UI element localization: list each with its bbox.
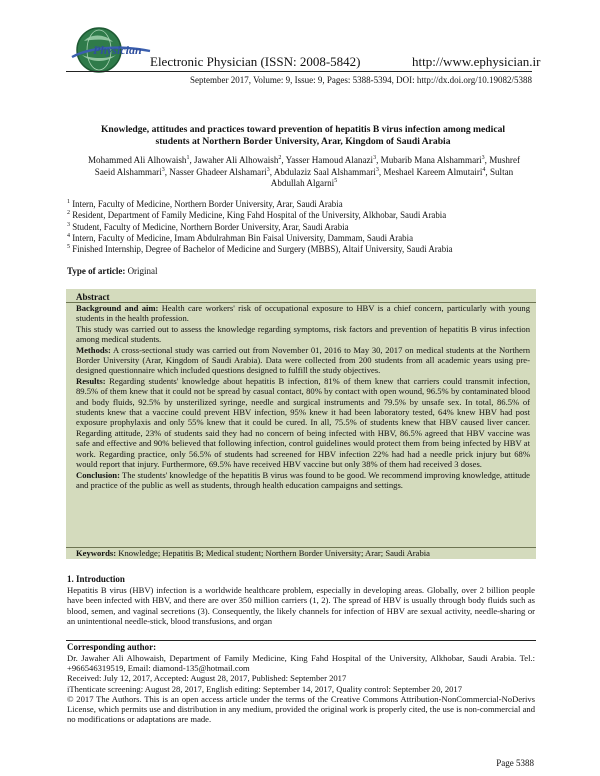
header-divider [66, 71, 532, 72]
author: Jawaher Ali Alhowaish$^2$, [194, 154, 286, 165]
abstract-results: Results: Regarding students' knowledge about hepatitis B infection, 81% of them knew that carriers could transmit infection, 89.5% of them knew that it could not be spread by casual contact, 80% by contact with open wound, 96.5% by contaminated blood and body fluids, 92.5% by unsterilized syringe, needle and surgical instruments and 79.5% by unsafe sex. In total, 86.5% of students knew that a vaccine could prevent HBV infection, 95% knew it had been laboratory tested, 64% knew HBV had post exposure prophylaxis and only 55% knew that it could be cured. In all, 75.5% of students knew that HBV caused liver cancer. Regarding attitude, 23% of students said they had no concern of being infected with HBV, 86.5% agreed that HBV vaccine was safe and effective and 90% believed that following infection, control guidelines would protect them from being infected by HBV at work. Regarding practice, only 56.5% of students had screened for HBV infection 22% had had a needle prick injury but 68% would report that injury. Furthermore, 69.5% have received HBV vaccine but only 38% of them had received 3 doses. [76, 375, 530, 470]
svg-text:Physician: Physician [93, 43, 142, 57]
author: Mushref Saeid Alshammari$^3$, [94, 155, 521, 177]
affiliation: $^5$ Finished Internship, Degree of Bachelor of Medicine and Surgery (MBBS), Altaif University, Saudi Arabia [67, 244, 453, 255]
affiliation: $^1$ Intern, Faculty of Medicine, Northern Border University, Arar, Saudi Arabia [67, 199, 343, 209]
affiliation: $^4$ Intern, Faculty of Medicine, Imam Abdulrahman Bin Faisal University, Dammam, Saudi Arabia [67, 232, 414, 243]
author: Meshael Kareem Almutairi$^4$, [383, 166, 490, 177]
affiliation: $^3$ Student, Faculty of Medicine, Northern Border University, Arar, Saudi Arabia [67, 221, 349, 232]
keywords: Keywords: Knowledge; Hepatitis B; Medical student; Northern Border University; Arar; Saudi Arabia [76, 548, 430, 558]
corresponding-heading: Corresponding author: [67, 642, 157, 652]
abstract-aim: This study was carried out to assess the knowledge regarding symptoms, risk factors and prevention of hepatitis B virus infection among medical students. [76, 323, 530, 345]
license-text: © 2017 The Authors. This is an open access article under the terms of the Creative Commons Attribution-NonCommercial-NoDerivs License, which permits use and distribution in any medium, provided the original work is properly cited, the use is non-commercial and no modifications or adaptations are made. [67, 693, 535, 725]
publication-dates: Received: July 12, 2017, Accepted: August 28, 2017, Published: September 2017 [67, 673, 347, 684]
journal-name: Electronic Physician (ISSN: 2008-5842) [150, 54, 361, 69]
title-line-1: Knowledge, attitudes and practices toward prevention of hepatitis B virus infection among medical [100, 124, 506, 135]
affiliations [67, 199, 537, 255]
title-line-2: students at Northern Border University, Arar, Kingdom of Saudi Arabia [155, 136, 451, 147]
article-title [76, 124, 530, 148]
footnote-divider [66, 640, 536, 641]
article-type: Type of article: Original [67, 266, 158, 276]
intro-heading: 1. Introduction [67, 574, 125, 584]
abstract-conclusion: Conclusion: The students' knowledge of the hepatitis B virus was found to be good. We recommend improving knowledge, attitude and practice of the public as well as students, through health education campaigns and settings. [76, 469, 530, 490]
page-number: Page 5388 [496, 758, 534, 768]
abstract-background: Background and aim: Health care workers' risk of occupational exposure to HBV is a chief concern, particularly with young students in the health profession. [76, 303, 530, 324]
journal-url[interactable]: http://www.ephysician.ir [412, 54, 541, 69]
author: Yasser Hamoud Alanazi$^3$, [285, 154, 381, 165]
abstract-methods: Methods: A cross-sectional study was carried out from November 01, 2016 to May 30, 2017 on medical students at the Northern Border University (Arar, Kingdom of Saudi Arabia). Data were collected from 200 students from all academic years using pre-designed questionnaire which included questions designed to fulfill the study objectives. [76, 344, 530, 376]
abstract-body [76, 303, 530, 490]
corresponding-address: Dr. Jawaher Ali Alhowaish, Department of Family Medicine, King Fahd Hospital of the University, Alkhobar, Saudi Arabia. Tel.: +966546319519, Email: diamond-135@hotmail.com [67, 653, 535, 674]
intro-text: Hepatitis B virus (HBV) infection is a worldwide healthcare problem, especially in developing areas. Globally, over 2 billion people have been infected with HBV, and there are over 350 million carriers (1, 2). The spread of HBV is usually through body fluids such as blood, semen, and vaginal secretions (3). Consequently, the likely channels for infection of HBV are sexual activity, needle-sharing or an unintentional needle-stick, blood transfusions, and organ [67, 585, 535, 626]
author: Abdulaziz Saal Alshammari$^3$, [273, 166, 384, 177]
abstract-heading: Abstract [76, 292, 110, 302]
issue-info: September 2017, Volume: 9, Issue: 9, Pages: 5388-5394, DOI: http://dx.doi.org/10.19082/5388 [190, 75, 532, 85]
author: Mohammed Ali Alhowaish$^1$, [87, 154, 195, 165]
affiliation: $^2$ Resident, Department of Family Medicine, King Fahd Hospital of the University, Alkhobar, Saudi Arabia [67, 210, 447, 221]
author-list [78, 155, 530, 190]
author: Mubarib Mana Alshammari$^3$, [380, 154, 490, 165]
author: Sultan Abdullah Algarni$^5$ [270, 166, 514, 188]
screening-info: iThenticate screening: August 28, 2017, English editing: September 14, 2017, Quality control: September 20, 2017 [67, 683, 463, 694]
author: Nasser Ghadeer Alshamari$^3$, [169, 166, 274, 177]
corresponding-info [67, 653, 535, 724]
